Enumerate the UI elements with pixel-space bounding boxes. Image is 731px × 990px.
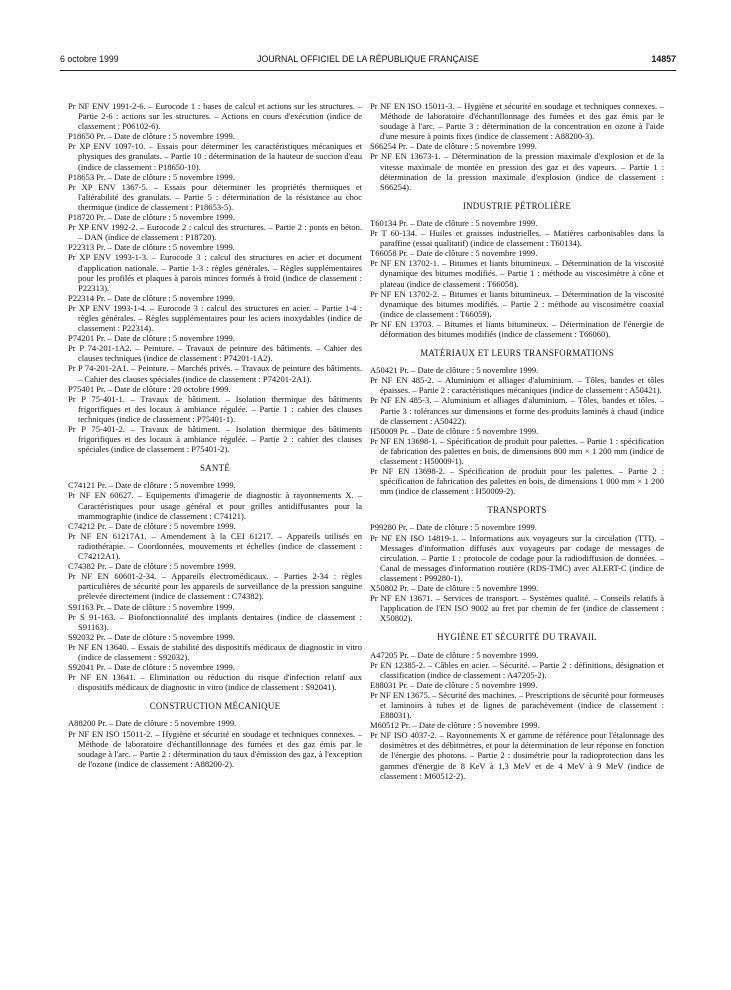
- closing-date-line: T60134 Pr. – Date de clôture : 5 novembre 1999.: [370, 217, 538, 228]
- closing-date-line: P18720 Pr. – Date de clôture : 5 novembre 1999.: [68, 212, 235, 223]
- right-column: [370, 101, 664, 781]
- page-header: [60, 54, 676, 70]
- standard-entry: Pr NF ENV 1991-2-6. – Eurocode 1 : bases de calcul et actions sur les structures. – Partie 2-6 : actions sur les structures. – Actions en cours d'exécution (indice de classement : P06102-6).: [68, 101, 362, 132]
- standard-entry: Pr NF EN 13675. – Sécurité des machines. – Prescriptions de sécurité pour formeuses et laminoirs à tubes et de lignes de parachèvement (indice de classement : E88031).: [370, 689, 664, 721]
- standard-entry: Pr NF EN 13702-2. – Bitumes et liants bitumineux. – Détermination de la viscosité dynamique des bitumes modifiés. – Partie 2 : méthode au viscosimètre coaxial (indice de classement : T66059).: [370, 288, 664, 319]
- standard-entry: Pr NF EN 61217A1. – Amendement à la CEI 61217. – Appareils utilisés en radiothérapie. – Coordonnées, mouvements et échelles (indice de classement : C74212A1).: [68, 530, 362, 562]
- section-heading: CONSTRUCTION MÉCANIQUE: [149, 701, 281, 712]
- standard-entry: Pr NF EN ISO 15011-3. – Hygiène et sécurité en soudage et techniques connexes. – Méthode de laboratoire d'échantillonnage des fumées et des gaz émis par le soudage à l'arc. – Partie 3 : détermination de la concentration en ozone à l'aide d'une mesure à points fixes (indice de classement : A88200-3).: [370, 101, 664, 142]
- closing-date-line: M60512 Pr. – Date de clôture : 5 novembre 1999.: [370, 720, 540, 731]
- closing-date-line: C74121 Pr. – Date de clôture : 5 novembre 1999.: [68, 480, 236, 491]
- closing-date-line: X50802 Pr. – Date de clôture : 5 novembre 1999.: [370, 583, 539, 594]
- closing-date-line: S92032 Pr. – Date de clôture : 5 novembre 1999.: [68, 631, 235, 642]
- standard-entry: Pr P 75-401-1. – Travaux de bâtiment. – Isolation thermique des bâtiments frigorifiques et des locaux à ambiance régulée. – Partie 1 : cahier des clauses techniques (indice de classement : P75401-1).: [68, 393, 362, 424]
- closing-date-line: P18653 Pr. – Date de clôture : 5 novembre 1999.: [68, 171, 235, 182]
- section-heading: HYGIÈNE ET SÉCURITÉ DU TRAVAIL: [437, 632, 597, 643]
- closing-date-line: A50421 Pr. – Date de clôture : 5 novembre 1999.: [370, 365, 539, 376]
- closing-date-line: A47205 Pr. – Date de clôture : 5 novembre 1999.: [370, 649, 539, 660]
- header-rule: [60, 70, 676, 71]
- standard-entry: Pr NF EN 60601-2-34. – Appareils électromédicaux. – Parties 2-34 : règles particulières de sécurité pour les appareils de surveillance de la pression sanguine prélevée directement (indice de classement : C74382).: [68, 571, 362, 602]
- header-journal-title: JOURNAL OFFICIEL DE LA RÉPUBLIQUE FRANÇAISE: [257, 54, 479, 64]
- section-heading: TRANSPORTS: [487, 505, 547, 516]
- standard-entry: Pr XP ENV 1097-10. – Essais pour déterminer les caractéristiques mécaniques et physiques des granulats. – Partie 10 : détermination de la hauteur de succion d'eau (indice de classement : P18650-10).: [68, 141, 362, 172]
- closing-date-line: P22313 Pr. – Date de clôture : 5 novembre 1999.: [68, 242, 235, 253]
- closing-date-line: P18650 Pr. – Date de clôture : 5 novembre 1999.: [68, 131, 235, 142]
- standard-entry: Pr NF EN 13671. – Services de transport. – Systèmes qualité. – Conseils relatifs à l'application de l'EN ISO 9002 au fret par chemin de fer (indice de classement : X50802).: [370, 593, 664, 624]
- header-page-number: 14857: [651, 54, 676, 64]
- header-date: 6 octobre 1999: [60, 54, 119, 64]
- closing-date-line: E88031 Pr. – Date de clôture : 5 novembre 1999.: [370, 679, 538, 690]
- closing-date-line: S92041 Pr. – Date de clôture : 5 novembre 1999.: [68, 662, 235, 673]
- closing-date-line: S66254 Pr. – Date de clôture : 5 novembre 1999.: [370, 141, 537, 152]
- closing-date-line: P99280 Pr. – Date de clôture : 5 novembre 1999.: [370, 522, 537, 533]
- closing-date-line: T66058 Pr. – Date de clôture : 5 novembre 1999.: [370, 248, 538, 259]
- standard-entry: Pr NF EN 60627. – Equipements d'imagerie de diagnostic à rayonnements X. – Caractéristiques pour usage général et pour grilles antidiffusantes pour la mammographie (indice de classement : C74121).: [68, 490, 362, 521]
- closing-date-line: S91163 Pr. – Date de clôture : 5 novembre 1999.: [68, 601, 235, 612]
- standard-entry: Pr S 91-163. – Biofonctionnalité des implants dentaires (indice de classement : S91163).: [68, 611, 362, 632]
- standard-entry: Pr NF EN 13640. – Essais de stabilité des dispositifs médicaux de diagnostic in vitro (indice de classement : S92032).: [68, 641, 362, 662]
- standard-entry: Pr EN 12385-2. – Câbles en acier. – Sécurité. – Partie 2 : définitions, désignation et classification (indice de classement : A47205-2).: [370, 659, 664, 680]
- standard-entry: Pr XP ENV 1992-2. – Eurocode 2 : calcul des structures. – Partie 2 : ponts en béton. – DAN (indice de classement : P18720).: [68, 222, 362, 243]
- standard-entry: Pr NF EN ISO 15011-2. – Hygiène et sécurité en soudage et techniques connexes. – Méthode de laboratoire d'échantillonnage des fumées et des gaz émis par le soudage à l'arc. – Partie 2 : détermination du taux d'émission des gaz, à l'exception de l'ozone (indice de classement : A88200-2).: [68, 728, 362, 769]
- standard-entry: Pr T 60-134. – Huiles et graisses industrielles. – Matières carbonisables dans la paraffine (essai qualitatif) (indice de classement : T60134).: [370, 228, 664, 249]
- standard-entry: Pr NF EN 13702-1. – Bitumes et liants bitumineux. – Détermination de la viscosité dynamique des bitumes modifiés. – Partie 1 : méthode au viscosimètre à cône et plateau (indice de classement : T66058).: [370, 258, 664, 289]
- standard-entry: Pr NF EN 13703. – Bitumes et liants bitumineux. – Détermination de l'énergie de déformation des bitumes modifiés (indice de classement : T66060).: [370, 318, 664, 339]
- standard-entry: Pr XP ENV 1993-1-3. – Eurocode 3 : calcul des structures en acier et document d'application nationale. – Partie 1-3 : règles générales. – Règles supplémentaires pour les profilés et plaques à parois minces formés à froid (indice de classement : P22313).: [68, 252, 362, 293]
- closing-date-line: H50009 Pr. – Date de clôture : 5 novembre 1999.: [370, 425, 539, 436]
- standard-entry: Pr P 75-401-2. – Travaux de bâtiment. – Isolation thermique des bâtiments frigorifiques et des locaux à ambiance régulée. – Partie 2 : cahier des clauses spéciales (indice de classement : P75401-2).: [68, 424, 362, 455]
- closing-date-line: C74212 Pr. – Date de clôture : 5 novembre 1999.: [68, 520, 236, 531]
- section-heading: SANTÉ: [199, 463, 231, 474]
- standard-entry: Pr NF ISO 4037-2. – Rayonnements X et gamme de référence pour l'étalonnage des dosimètres et des débitmètres, et pour la détermination de leur réponse en fonction de l'énergie des photons. – Partie 2 : dosimétrie pour la radioprotection dans les gammes d'énergie de 8 KeV à 1,3 MeV et de 4 MeV à 9 MeV (indice de classement : M60512-2).: [370, 730, 664, 781]
- standard-entry: Pr NF EN 13698-2. – Spécification de produit pour les palettes. – Partie 2 : spécification de fabrication des palettes en bois, de dimensions 1 000 mm × 1 200 mm (indice de classement : H50009-2).: [370, 466, 664, 497]
- section-heading: INDUSTRIE PÉTROLIÈRE: [462, 200, 572, 211]
- closing-date-line: C74382 Pr. – Date de clôture : 5 novembre 1999.: [68, 561, 236, 572]
- standard-entry: Pr NF EN ISO 14819-1. – Informations aux voyageurs sur la circulation (TTI). – Messages d'information diffusés aux voyageurs par codage de messages de circulation. – Partie 1 : protocole de codage pour la radiodiffusion de données. – Canal de messages d'information routière (RDS-TMC) avec ALERT-C (indice de classement : P99280-1).: [370, 532, 664, 583]
- standard-entry: Pr NF EN 13673-1. – Détermination de la pression maximale d'explosion et de la vitesse maximale de montée en pression des gaz et des vapeurs. – Partie 1 : détermination de la pression maximale d'explosion (indice de classement : S66254).: [370, 151, 664, 192]
- closing-date-line: P74201 Pr. – Date de clôture : 5 novembre 1999.: [68, 333, 235, 344]
- closing-date-line: P75401 Pr. – Date de clôture : 20 octobre 1999.: [68, 383, 231, 394]
- left-column: [68, 101, 362, 769]
- standard-entry: Pr P 74-201-2A1. – Peinture. – Marchés privés. – Travaux de peinture des bâtiments. – Cahier des clauses spéciales (indice de classement : P74201-2A1).: [68, 363, 362, 384]
- closing-date-line: A88200 Pr. – Date de clôture : 5 novembre 1999.: [68, 718, 237, 729]
- standard-entry: Pr NF EN 13698-1. – Spécification de produit pour palettes. – Partie 1 : spécification de fabrication des palettes en bois, de dimensions 800 mm × 1 200 mm (indice de classement : H50009-1).: [370, 435, 664, 466]
- standard-entry: Pr P 74-201-1A2. – Peinture. – Travaux de peinture des bâtiments. – Cahier des clauses techniques (indice de classement : P74201-1A2).: [68, 343, 362, 364]
- standard-entry: Pr NF EN 485-3. – Aluminium et alliages d'aluminium. – Tôles, bandes et tôles. – Partie 3 : tolérances sur dimensions et forme des produits laminés à chaud (indice de classement : A50422).: [370, 395, 664, 426]
- closing-date-line: P22314 Pr. – Date de clôture : 5 novembre 1999.: [68, 292, 235, 303]
- standard-entry: Pr NF EN 485-2. – Aluminium et alliages d'aluminium. – Tôles, bandes et tôles épaisses. – Partie 2 : caractéristiques mécaniques (indice de classement : A50421).: [370, 375, 664, 396]
- standard-entry: Pr XP ENV 1367-5. – Essais pour déterminer les propriétés thermiques et l'altérabilité des granulats. – Partie 5 : détermination de la résistance au choc thermique (indice de classement : P18653-5).: [68, 181, 362, 212]
- standard-entry: Pr XP ENV 1993-1-4. – Eurocode 3 : calcul des structures en acier. – Partie 1-4 : règles générales. – Règles supplémentaires pour les aciers inoxydables (indice de classement : P22314).: [68, 302, 362, 334]
- standard-entry: Pr NF EN 13641. – Elimination ou réduction du risque d'infection relatif aux dispositifs médicaux de diagnostic in vitro (indice de classement : S92041).: [68, 672, 362, 693]
- section-heading: MATÉRIAUX ET LEURS TRANSFORMATIONS: [420, 348, 614, 359]
